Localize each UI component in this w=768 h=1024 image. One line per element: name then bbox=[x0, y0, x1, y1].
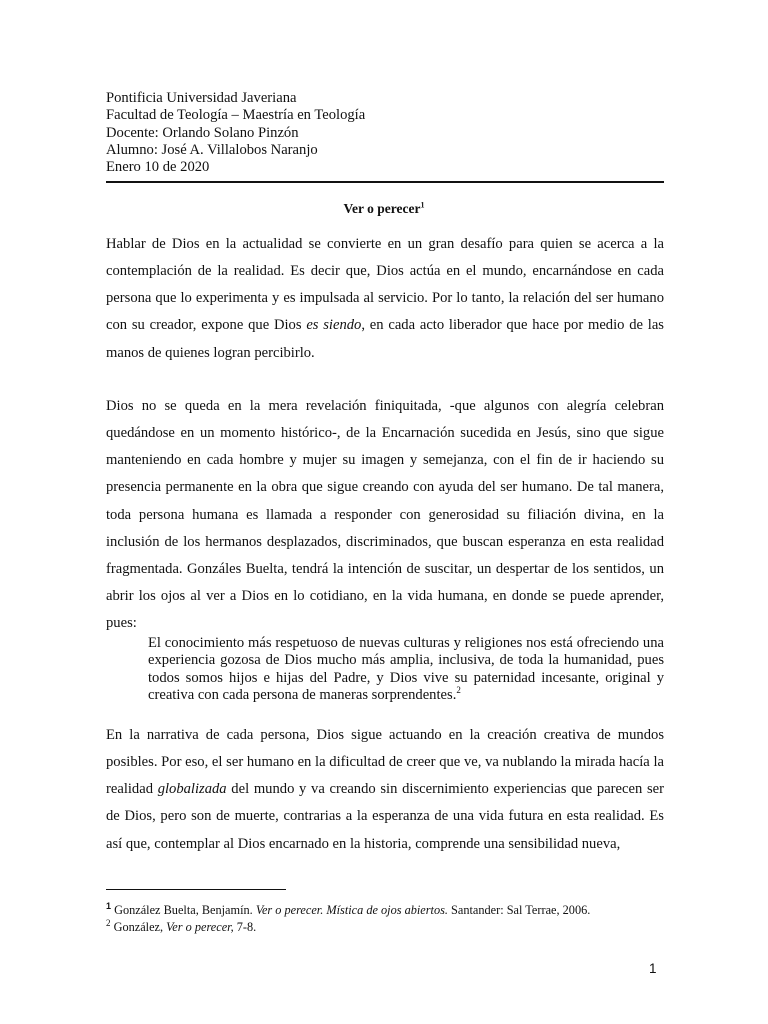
paragraph-2 bbox=[106, 393, 664, 637]
paragraph-1-italic: es siendo bbox=[306, 317, 362, 334]
teacher-name: Docente: Orlando Solano Pinzón bbox=[106, 124, 299, 141]
faculty-name: Facultad de Teología – Maestría en Teología bbox=[106, 107, 366, 124]
footnote-1-italic: Ver o perecer. Mística de ojos abiertos. bbox=[255, 903, 448, 917]
paragraph-3 bbox=[106, 722, 664, 858]
university-name: Pontificia Universidad Javeriana bbox=[106, 90, 297, 106]
student-name: Alumno: José A. Villalobos Naranjo bbox=[106, 141, 318, 158]
title-footnote-ref: 1 bbox=[420, 200, 425, 210]
footnote-1-number: 1 bbox=[106, 900, 112, 911]
header-divider bbox=[106, 181, 664, 183]
paragraph-3-italic: globalizada bbox=[157, 781, 227, 798]
block-quote bbox=[148, 635, 664, 705]
document-title bbox=[0, 201, 768, 217]
footnote-1-text-a: González Buelta, Benjamín. bbox=[111, 903, 256, 917]
footnote-1-text-b: Santander: Sal Terrae, 2006. bbox=[447, 903, 591, 917]
document-date: Enero 10 de 2020 bbox=[106, 159, 210, 176]
quote-footnote-ref: 2 bbox=[456, 685, 461, 696]
paragraph-1-text-a: Hablar de Dios en la actualidad se convierte en un gran desafío para quien se acerca a la contemplación de la realidad. Es decir que, Dios actúa en el mundo, encarnándose en cada persona que lo experimenta y es impulsada al servicio. Por lo tanto, la relación del ser humano con su creador, expone que Dios bbox=[106, 236, 664, 334]
paragraph-3-text-b: del mundo y va creando sin discernimiento experiencias que parecen ser de Dios, pero son de muerte, contrarias a la esperanza de una vida futura en esta realidad. Es así que, contemplar al Dios encarnado en la historia, comprende una sensibilidad nueva, bbox=[106, 781, 664, 852]
quote-text: El conocimiento más respetuoso de nuevas culturas y religiones nos está ofreciendo una experiencia gozosa de Dios mucho más amplia, inclusiva, de toda la humanidad, pues todos somos hijos e hijas del Padre, y Dios vive su paternidad incesante, original y creativa con cada persona de maneras sorprendentes. bbox=[148, 635, 664, 704]
paragraph-1 bbox=[106, 231, 664, 367]
footnote-divider bbox=[106, 889, 286, 890]
title-text: Ver o perecer bbox=[343, 201, 421, 216]
page-number: 1 bbox=[649, 961, 657, 976]
paragraph-2-text: Dios no se queda en la mera revelación finiquitada, -que algunos con alegría celebran quedándose en un momento histórico-, de la Encarnación sucedida en Jesús, sino que sigue manteniendo en cada hombre y mujer su imagen y semejanza, con el fin de ir haciendo su presencia permanente en la obra que sigue creando con ayuda del ser humano. De tal manera, toda persona humana es llamada a responder con generosidad su filiación divina, en la inclusión de los hermanos desplazados, discriminados, que buscan esperanza en esta realidad fragmentada. Gonzáles Buelta, tendrá la intención de suscitar, un despertar de los sentidos, un abrir los ojos al ver a Dios en lo cotidiano, en la vida humana, en donde se puede aprender, pues: bbox=[106, 398, 664, 632]
footnote-1 bbox=[106, 902, 664, 919]
footnote-2-italic: Ver o perecer, bbox=[166, 919, 234, 934]
footnotes bbox=[106, 902, 664, 935]
footnote-2-text-a: González, bbox=[110, 919, 167, 934]
footnote-2 bbox=[106, 919, 664, 936]
document-header bbox=[106, 90, 666, 176]
footnote-2-text-b: 7-8. bbox=[233, 919, 257, 934]
footnote-2-number: 2 bbox=[106, 917, 111, 928]
paragraph-3-text-a: En la narrativa de cada persona, Dios sigue actuando en la creación creativa de mundos posibles. Por eso, el ser humano en la dificultad de creer que ve, va nublando la mirada hacía la realidad bbox=[106, 727, 664, 798]
paragraph-1-text-b: , en cada acto liberador que hace por medio de las manos de quienes logran percibirlo. bbox=[106, 317, 664, 361]
